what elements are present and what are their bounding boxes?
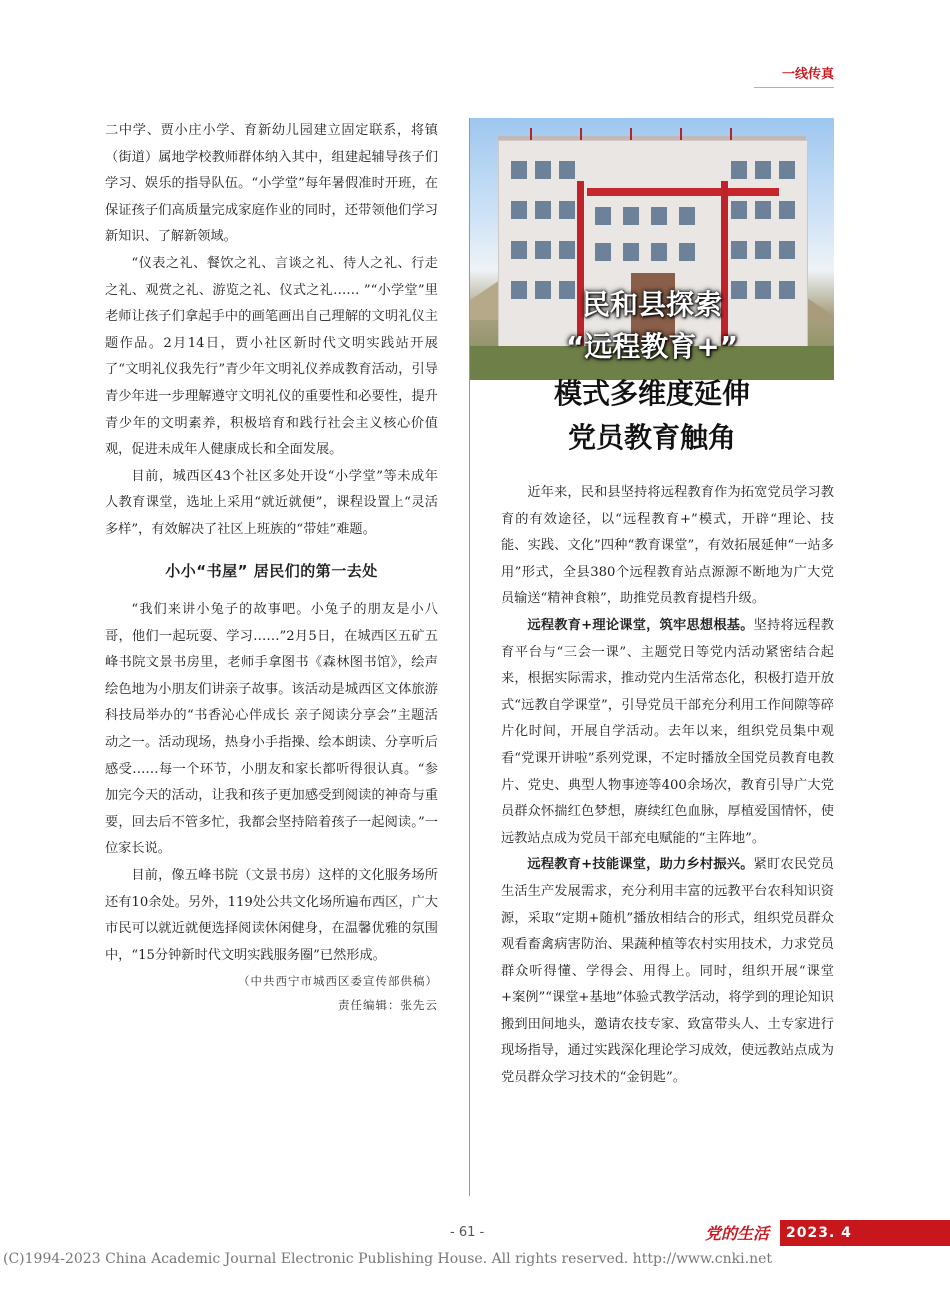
left-para-3: 目前，城西区43个社区多处开设“小学堂”等未成年人教育课堂，选址上采用“就近就便”，课程设置上“灵活多样”，有效解决了社区上班族的“带娃”难题。 bbox=[105, 468, 438, 537]
header-rule bbox=[754, 87, 834, 88]
article-title bbox=[470, 284, 834, 460]
left-para-5: 目前，像五峰书院（文景书房）这样的文化服务场所还有10余处。另外，119处公共文化场所遍布西区，广大市民可以就近就便选择阅读休闲健身，在温馨优雅的氛围中，“15分钟新时代文明实践服务圈”已然形成。 bbox=[105, 868, 438, 963]
magazine-logo: 党的生活 bbox=[705, 1224, 770, 1243]
title-line-3: 模式多维度延伸 bbox=[553, 377, 750, 410]
copyright-notice: (C)1994-2023 China Academic Journal Electronic Publishing House. All rights reserved. http://www.cnki.net bbox=[3, 1251, 773, 1267]
para-body: 坚持将远程教育平台与“三会一课”、主题党日等党内活动紧密结合起来，根据实际需求，推动党内生活常态化，积极打造开放式“远教自学课堂”，引导党员干部充分利用工作间隙等碎片化时间，开展自学活动。去年以来，组织党员集中观看“党课开讲啦”系列党课，不定时播放全国党员教育电教片、党史、典型人物事迹等400余场次，教育引导广大党员群众怀揣红色梦想，赓续红色血脉，厚植爱国情怀，使远教站点成为党员干部充电赋能的“主阵地”。 bbox=[501, 617, 834, 846]
title-line-2: “远程教育+” bbox=[565, 330, 739, 363]
lead-sentence: 远程教育+理论课堂，筑牢思想根基。 bbox=[527, 617, 754, 633]
issue-badge: 2023. 4 bbox=[780, 1220, 950, 1246]
right-para-1: 近年来，民和县坚持将远程教育作为拓宽党员学习教育的有效途径，以“远程教育+”模式，开辟“理论、技能、实践、文化”四种“教育课堂”，有效拓展延伸“一站多用”形式，全县380个远程教育站点源源不断地为广大党员输送“精神食粮”，助推党员教育提档升级。 bbox=[501, 485, 834, 607]
left-para-1: 二中学、贾小庄小学、育新幼儿园建立固定联系，将镇（街道）属地学校教师群体纳入其中，组建起辅导孩子们学习、娱乐的指导队伍。“小学堂”每年暑假准时开班，在保证孩子们高质量完成家庭作业的同时，还带领他们学习新知识、了解新领域。 bbox=[105, 123, 438, 245]
right-para-2 bbox=[501, 613, 834, 852]
title-line-1: 民和县探索 bbox=[581, 288, 722, 321]
source-credit: （中共西宁市城西区委宣传部供稿） bbox=[238, 974, 438, 989]
left-para-2: “仪表之礼、餐饮之礼、言谈之礼、待人之礼、行走之礼、观赏之礼、游览之礼、仪式之礼…… ”“小学堂”里老师让孩子们拿起手中的画笔画出自己理解的文明礼仪主题作品。2月14日，贾小社区新时代文明实践站开展了“文明礼仪我先行”青少年文明礼仪养成教育活动，引导青少年进一步理解遵守文明礼仪的重要性和必要性，提升青少年的文明素养，积极培育和践行社会主义核心价值观，促进未成年人健康成长和全面发展。 bbox=[105, 255, 438, 458]
right-para-3 bbox=[501, 852, 834, 1091]
left-para-4: “我们来讲小兔子的故事吧。小兔子的朋友是小八哥，他们一起玩耍、学习……”2月5日，在城西区五矿五峰书院文景书房里，老师手拿图书《森林图书馆》，绘声绘色地为小朋友们讲亲子故事。该活动是城西区文体旅游科技局举办的“书香沁心伴成长 亲子阅读分享会”主题活动之一。活动现场，热身小手指操、绘本朗读、分享听后感受……每一个环节，小朋友和家长都听得很认真。“参加完今天的活动，让我和孩子更加感受到阅读的神奇与重要，回去后不管多忙，我都会坚持陪着孩子一起阅读。”一位家长说。 bbox=[105, 602, 438, 857]
section-subheading: 小小“书屋” 居民们的第一去处 bbox=[165, 561, 378, 580]
para-body: 紧盯农民党员生活生产发展需求，充分利用丰富的远教平台农科知识资源，采取“定期+随机”播放相结合的形式，组织党员群众观看畜禽病害防治、果蔬种植等农村实用技术，力求党员群众听得懂、学得会、用得上。同时，组织开展“课堂+案例”“课堂+基地”体验式教学活动，将学到的理论知识搬到田间地头，邀请农技专家、致富带头人、土专家进行现场指导，通过实践深化理论学习成效，使远教站点成为党员群众学习技术的“金钥匙”。 bbox=[501, 857, 834, 1086]
title-line-4: 党员教育触角 bbox=[567, 421, 736, 454]
lead-sentence: 远程教育+技能课堂，助力乡村振兴。 bbox=[527, 857, 754, 873]
red-banner bbox=[587, 188, 779, 196]
section-label: 一线传真 bbox=[781, 67, 834, 82]
editor-credit: 责任编辑：张先云 bbox=[338, 998, 438, 1013]
left-column bbox=[105, 118, 438, 1017]
page-number: - 61 - bbox=[450, 1225, 485, 1240]
right-column bbox=[501, 480, 834, 1092]
